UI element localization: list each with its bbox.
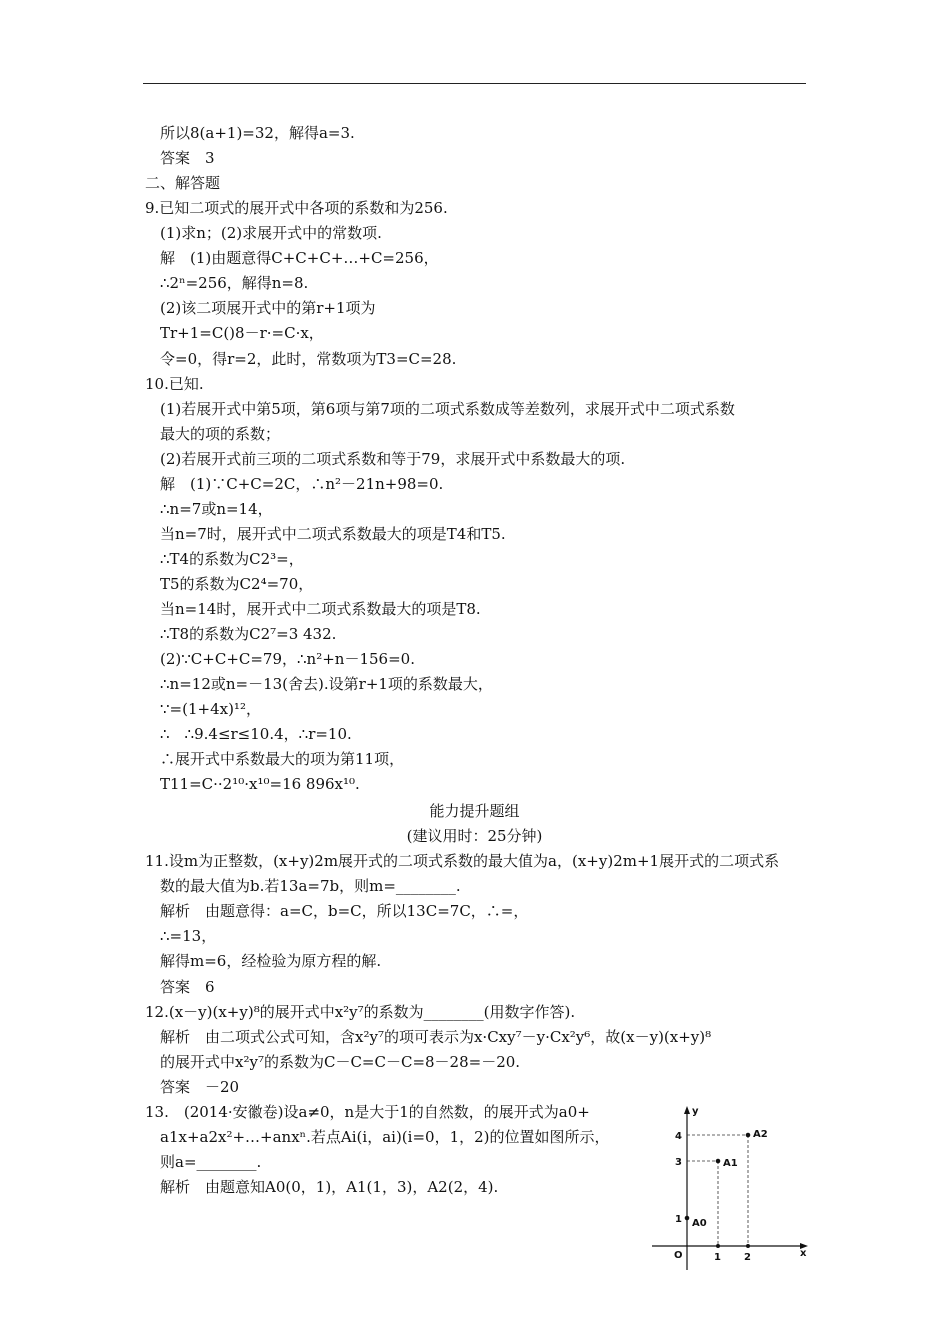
text-line: Tr+1=C()8－r·=C·x， — [160, 324, 324, 342]
point-a1 — [716, 1159, 721, 1164]
text-line: (1)求n；(2)求展开式中的常数项. — [160, 224, 382, 242]
y-axis-label: y — [692, 1106, 699, 1117]
section-subheading: (建议用时：25分钟) — [406, 827, 543, 845]
y-tick-label: 3 — [675, 1157, 682, 1168]
text-line: 解析 由题意得：a=C，b=C，所以13C=7C，∴=， — [160, 902, 529, 920]
tick-dot — [716, 1244, 720, 1248]
text-line: T11=C··2¹⁰·x¹⁰=16 896x¹⁰. — [160, 775, 360, 793]
text-line: 12.(x－y)(x+y)⁸的展开式中x²y⁷的系数为________(用数字作答). — [145, 1003, 576, 1021]
y-tick-label: 1 — [675, 1214, 682, 1225]
text-line: 13. (2014·安徽卷)设a≠0，n是大于1的自然数，的展开式为a0+ — [145, 1103, 590, 1121]
text-line: 二、解答题 — [145, 174, 221, 192]
text-line: 答案 6 — [160, 978, 215, 996]
section-heading: 能力提升题组 — [429, 802, 520, 820]
text-line: 10.已知. — [145, 375, 204, 393]
text-line: 解得m=6，经检验为原方程的解. — [160, 952, 382, 970]
x-axis-label: x — [800, 1248, 807, 1259]
text-line: T5的系数为C2⁴=70， — [160, 575, 314, 593]
text-line: 9.已知二项式的展开式中各项的系数和为256. — [145, 199, 448, 217]
text-line: 解析 由二项式公式可知，含x²y⁷的项可表示为x·Cxy⁷－y·Cx²y⁶，故(x－y)(x+y)⁸ — [160, 1028, 712, 1046]
text-line: 数的最大值为b.若13a=7b，则m=________. — [160, 877, 461, 895]
text-line: ∴n=7或n=14， — [160, 500, 273, 518]
text-line: 解析 由题意知A0(0，1)，A1(1，3)，A2(2，4). — [160, 1178, 499, 1196]
text-line: (1)若展开式中第5项，第6项与第7项的二项式系数成等差数列，求展开式中二项式系数 — [160, 400, 735, 418]
text-line: ∵=(1+4x)¹²， — [160, 700, 261, 718]
text-line: ∴展开式中系数最大的项为第11项， — [160, 750, 405, 768]
text-line: 当n=7时，展开式中二项式系数最大的项是T4和T5. — [160, 525, 506, 543]
text-line: 答案 3 — [160, 149, 215, 167]
text-line: (2)该二项展开式中的第r+1项为 — [160, 299, 376, 317]
top-rule — [143, 83, 806, 84]
text-line: 所以8(a+1)=32，解得a=3. — [160, 124, 355, 142]
text-line: ∴n=12或n=－13(舍去).设第r+1项的系数最大， — [160, 675, 493, 693]
text-line: 则a=________. — [160, 1153, 262, 1171]
text-line: ∴T4的系数为C2³=， — [160, 550, 304, 568]
text-line: ∴=13， — [160, 927, 217, 945]
text-line: 最大的项的系数； — [160, 425, 281, 443]
text-line: 解 (1)∵C+C=2C，∴n²－21n+98=0. — [160, 475, 444, 493]
text-line: 11.设m为正整数，(x+y)2m展开式的二项式系数的最大值为a，(x+y)2m+1展开式的二项式系 — [145, 852, 780, 870]
point-label: A2 — [753, 1129, 768, 1140]
x-tick-label: 1 — [714, 1252, 721, 1263]
text-line: 答案 －20 — [160, 1078, 240, 1096]
text-line: 解 (1)由题意得C+C+C+…+C=256， — [160, 249, 439, 267]
y-tick-label: 4 — [675, 1131, 682, 1142]
y-axis-arrow — [684, 1106, 690, 1114]
text-line: ∴2ⁿ=256，解得n=8. — [160, 274, 309, 292]
point-label: A0 — [692, 1218, 707, 1229]
x-tick-label: 2 — [744, 1252, 751, 1263]
text-line: a1x+a2x²+…+anxⁿ.若点Ai(i，ai)(i=0，1，2)的位置如图所示， — [160, 1128, 610, 1146]
point-figure — [652, 1100, 812, 1272]
text-line: ∴ ∴9.4≤r≤10.4，∴r=10. — [160, 725, 352, 743]
point-a0 — [685, 1216, 690, 1221]
origin-label: O — [674, 1250, 683, 1261]
text-line: 令=0，得r=2，此时，常数项为T3=C=28. — [160, 350, 457, 368]
text-line: ∴T8的系数为C2⁷=3 432. — [160, 625, 337, 643]
text-line: (2)若展开式前三项的二项式系数和等于79，求展开式中系数最大的项. — [160, 450, 626, 468]
point-a2 — [746, 1133, 751, 1138]
point-label: A1 — [723, 1158, 738, 1169]
text-line: (2)∵C+C+C=79，∴n²+n－156=0. — [160, 650, 415, 668]
tick-dot — [746, 1244, 750, 1248]
text-line: 的展开式中x²y⁷的系数为C－C=C－C=8－28=－20. — [160, 1053, 521, 1071]
text-line: 当n=14时，展开式中二项式系数最大的项是T8. — [160, 600, 481, 618]
